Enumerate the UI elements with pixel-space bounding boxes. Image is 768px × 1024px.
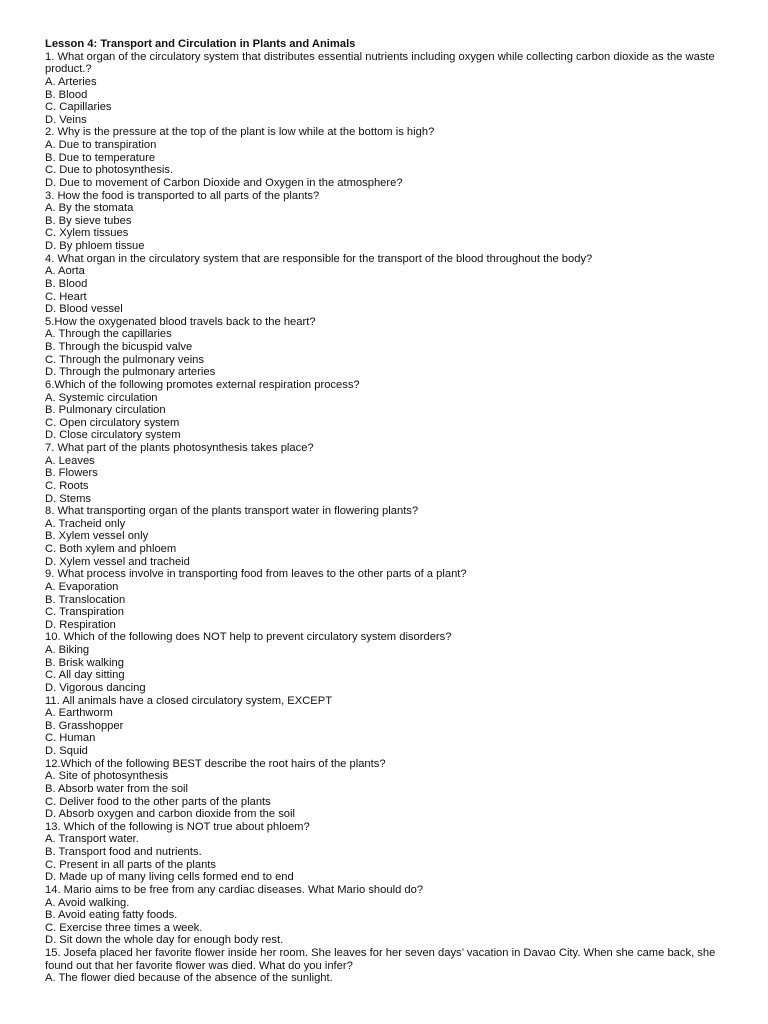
answer-choice: C. Capillaries: [45, 101, 112, 114]
question-text: 6.Which of the following promotes external respiration process?: [45, 378, 360, 391]
answer-choice: C. All day sitting: [45, 669, 125, 682]
question-list: [45, 51, 735, 985]
question-block: [45, 126, 735, 189]
answer-choice: D. Blood vessel: [45, 303, 123, 316]
answer-choice: A. Transport water.: [45, 833, 139, 846]
question-text: 12.Which of the following BEST describe the root hairs of the plants?: [45, 757, 386, 770]
answer-choice: B. Through the bicuspid valve: [45, 341, 193, 353]
answer-choice: D. Absorb oxygen and carbon dioxide from the soil: [45, 808, 295, 821]
answer-choice: D. Veins: [45, 113, 87, 126]
question-text: 3. How the food is transported to all parts of the plants?: [45, 189, 320, 202]
answer-choice: A. Biking: [45, 644, 90, 656]
answer-choice: C. Present in all parts of the plants: [45, 858, 217, 871]
answer-choice: D. Squid: [45, 745, 88, 757]
question-block: [45, 758, 735, 821]
question-text: 14. Mario aims to be free from any cardiac diseases. What Mario should do?: [45, 883, 424, 896]
question-block: [45, 442, 735, 505]
answer-choice: A. Through the capillaries: [45, 328, 172, 341]
question-block: [45, 631, 735, 694]
answer-choice: C. Roots: [45, 479, 89, 492]
answer-choice: C. Heart: [45, 290, 87, 303]
answer-choice: C. Xylem tissues: [45, 227, 129, 240]
question-text: 11. All animals have a closed circulatory system, EXCEPT: [45, 694, 333, 707]
question-text: 13. Which of the following is NOT true about phloem?: [45, 820, 310, 833]
answer-choice: D. Xylem vessel and tracheid: [45, 555, 190, 568]
answer-choice: D. Sit down the whole day for enough body rest.: [45, 934, 284, 947]
answer-choice: A. By the stomata: [45, 202, 134, 215]
question-text: 9. What process involve in transporting food from leaves to the other parts of a plant?: [45, 568, 467, 581]
question-block: [45, 821, 735, 884]
answer-choice: B. Absorb water from the soil: [45, 782, 189, 795]
answer-choice: C. Both xylem and phloem: [45, 543, 177, 555]
answer-choice: D. By phloem tissue: [45, 240, 145, 252]
answer-choice: A. Tracheid only: [45, 517, 126, 530]
answer-choice: A. Evaporation: [45, 580, 119, 593]
question-block: [45, 505, 735, 568]
answer-choice: A. Earthworm: [45, 707, 113, 720]
answer-choice: A. Due to transpiration: [45, 139, 157, 151]
lesson-title: Lesson 4: Transport and Circulation in Plants and Animals: [45, 38, 356, 50]
answer-choice: D. Due to movement of Carbon Dioxide and Oxygen in the atmosphere?: [45, 176, 403, 189]
question-block: [45, 568, 735, 631]
question-block: [45, 695, 735, 758]
answer-choice: C. Deliver food to the other parts of the plants: [45, 795, 271, 808]
question-text: 8. What transporting organ of the plants transport water in flowering plants?: [45, 505, 419, 518]
answer-choice: C. Due to photosynthesis.: [45, 164, 174, 177]
answer-choice: B. Brisk walking: [45, 656, 124, 669]
answer-choice: B. Blood: [45, 277, 88, 290]
answer-choice: D. Close circulatory system: [45, 429, 181, 442]
question-block: [45, 51, 735, 127]
answer-choice: C. Transpiration: [45, 606, 124, 619]
answer-choice: C. Through the pulmonary veins: [45, 353, 204, 366]
answer-choice: B. By sieve tubes: [45, 214, 132, 227]
answer-choice: A. Avoid walking.: [45, 896, 130, 909]
answer-choice: C. Open circulatory system: [45, 416, 180, 429]
question-block: [45, 379, 735, 442]
answer-choice: A. The flower died because of the absence of the sunlight.: [45, 972, 333, 985]
answer-choice: A. Systemic circulation: [45, 391, 158, 404]
answer-choice: B. Avoid eating fatty foods.: [45, 909, 178, 922]
question-block: [45, 316, 735, 379]
question-text: 7. What part of the plants photosynthesis takes place?: [45, 442, 314, 454]
question-text: 4. What organ in the circulatory system that are responsible for the transport of the blood throughout the body?: [45, 252, 593, 265]
document-page: [45, 38, 735, 985]
answer-choice: A. Leaves: [45, 454, 95, 467]
answer-choice: B. Pulmonary circulation: [45, 404, 166, 417]
question-block: [45, 947, 735, 985]
answer-choice: C. Human: [45, 732, 96, 745]
question-text: 10. Which of the following does NOT help to prevent circulatory system disorders?: [45, 631, 452, 644]
answer-choice: B. Flowers: [45, 467, 98, 480]
answer-choice: A. Site of photosynthesis: [45, 770, 169, 783]
question-block: [45, 190, 735, 253]
answer-choice: B. Blood: [45, 88, 88, 101]
question-text: 1. What organ of the circulatory system that distributes essential nutrients including oxygen while collecting carbon dioxide as the waste product.?: [45, 50, 715, 76]
answer-choice: B. Due to temperature: [45, 151, 156, 164]
answer-choice: D. Through the pulmonary arteries: [45, 366, 216, 379]
question-block: [45, 884, 735, 947]
question-text: 2. Why is the pressure at the top of the plant is low while at the bottom is high?: [45, 126, 435, 139]
answer-choice: B. Translocation: [45, 593, 126, 606]
answer-choice: B. Xylem vessel only: [45, 530, 149, 543]
answer-choice: C. Exercise three times a week.: [45, 921, 203, 934]
question-block: [45, 253, 735, 316]
answer-choice: D. Made up of many living cells formed end to end: [45, 871, 294, 884]
answer-choice: D. Stems: [45, 492, 92, 505]
answer-choice: A. Arteries: [45, 75, 97, 88]
answer-choice: B. Grasshopper: [45, 719, 124, 732]
answer-choice: D. Respiration: [45, 618, 116, 631]
question-text: 5.How the oxygenated blood travels back to the heart?: [45, 315, 316, 328]
answer-choice: B. Transport food and nutrients.: [45, 846, 202, 858]
answer-choice: A. Aorta: [45, 265, 85, 278]
question-text: 15. Josefa placed her favorite flower inside her room. She leaves for her seven days’ vacation in Davao City. When she came back, she found out that her favorite flower was died. What do you infer?: [45, 947, 716, 972]
answer-choice: D. Vigorous dancing: [45, 681, 146, 694]
